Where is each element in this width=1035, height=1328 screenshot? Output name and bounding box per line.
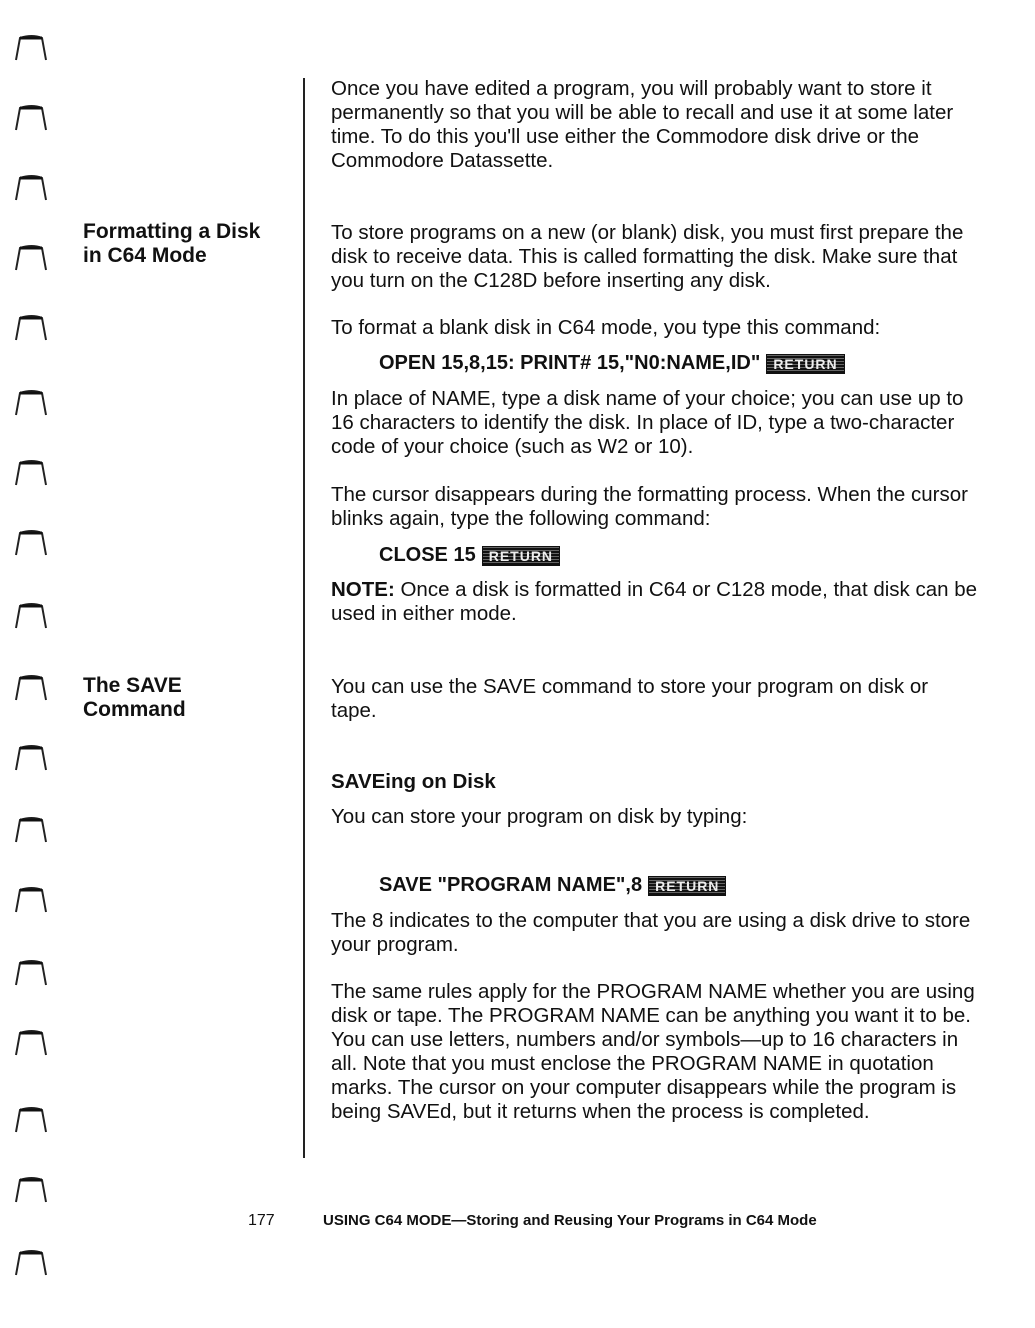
close-command — [379, 543, 560, 567]
binder-ring-icon — [12, 1025, 52, 1061]
note-text: Once a disk is formatted in C64 or C128 mode, that disk can be used in either mode. — [331, 578, 978, 625]
binder-ring-icon — [12, 1102, 52, 1138]
binder-ring-icon — [12, 525, 52, 561]
binder-ring-icon — [12, 240, 52, 276]
side-heading-save — [83, 674, 186, 722]
command-text: CLOSE 15 — [379, 544, 476, 566]
binder-ring-icon — [12, 455, 52, 491]
return-key-icon: RETURN — [766, 354, 844, 374]
binder-ring-icon — [12, 1172, 52, 1208]
format-command — [379, 351, 845, 375]
subheading-saving-on-disk: SAVEing on Disk — [331, 770, 496, 793]
binder-ring-icon — [12, 1245, 52, 1281]
save-paragraph-1: You can use the SAVE command to store your program on disk or tape. — [331, 675, 929, 722]
save-paragraph-2: You can store your program on disk by typing: — [331, 805, 748, 828]
side-heading-line: Command — [83, 698, 186, 721]
side-heading-formatting — [83, 220, 260, 268]
note-label: NOTE: — [331, 578, 395, 601]
side-heading-line: Formatting a Disk — [83, 220, 261, 243]
formatting-paragraph-4: The cursor disappears during the formatting process. When the cursor blinks again, type the following command: — [331, 483, 968, 530]
running-head: USING C64 MODE—Storing and Reusing Your Programs in C64 Mode — [323, 1212, 817, 1229]
binder-ring-icon — [12, 385, 52, 421]
binder-ring-icon — [12, 670, 52, 706]
binder-ring-icon — [12, 740, 52, 776]
binder-ring-icon — [12, 812, 52, 848]
command-text: SAVE "PROGRAM NAME",8 — [379, 874, 643, 896]
binder-ring-icon — [12, 955, 52, 991]
binder-ring-icon — [12, 882, 52, 918]
binder-ring-icon — [12, 30, 52, 66]
note-paragraph — [331, 578, 981, 626]
save-paragraph-3: The 8 indicates to the computer that you are using a disk drive to store your program. — [331, 909, 971, 956]
page-number: 177 — [248, 1212, 275, 1229]
formatting-paragraph-3: In place of NAME, type a disk name of your choice; you can use up to 16 characters to identify the disk. In place of ID, type a two-character code of your choice (such as W2 or 10). — [331, 387, 964, 458]
save-paragraph-4: The same rules apply for the PROGRAM NAME whether you are using disk or tape. The PROGRAM NAME can be anything you want it to be. You can use letters, numbers and/or symbols—up to 16 characters in all. Note that you must enclose the PROGRAM NAME in quotation marks. The cursor on your computer disappears while the program is being SAVEd, but it returns when the process is completed. — [331, 980, 975, 1123]
binder-ring-icon — [12, 100, 52, 136]
command-text: OPEN 15,8,15: PRINT# 15,"N0:NAME,ID" — [379, 352, 761, 374]
formatting-paragraph-2: To format a blank disk in C64 mode, you type this command: — [331, 316, 881, 339]
save-command — [379, 873, 726, 897]
column-divider — [303, 78, 305, 1158]
side-heading-line: The SAVE — [83, 674, 182, 697]
binder-rings — [0, 0, 60, 1328]
binder-ring-icon — [12, 310, 52, 346]
intro-paragraph: Once you have edited a program, you will probably want to store it permanently so that you will be able to recall and use it at some later time. To do this you'll use either the Commodore disk drive or the Commodore Datassette. — [331, 77, 954, 172]
return-key-icon: RETURN — [482, 546, 560, 566]
binder-ring-icon — [12, 170, 52, 206]
formatting-paragraph-1: To store programs on a new (or blank) disk, you must first prepare the disk to receive data. This is called formatting the disk. Make sure that you turn on the C128D before inserting any disk. — [331, 221, 964, 292]
side-heading-line: in C64 Mode — [83, 244, 207, 267]
return-key-icon: RETURN — [648, 876, 726, 896]
binder-ring-icon — [12, 598, 52, 634]
